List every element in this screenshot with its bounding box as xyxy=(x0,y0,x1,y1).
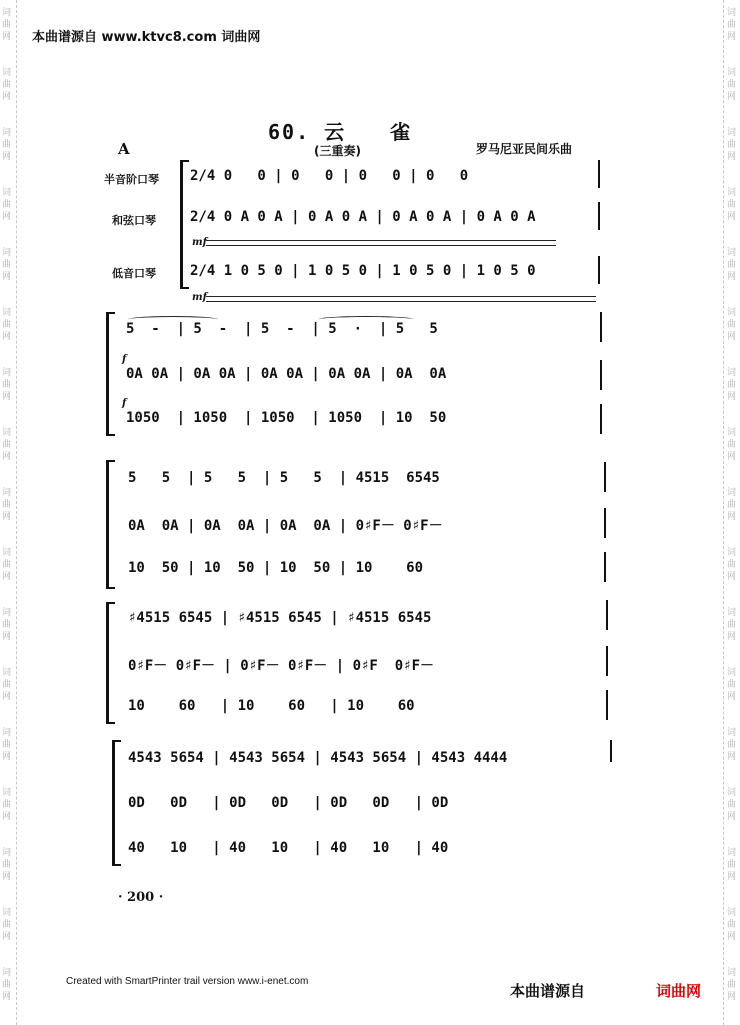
dynamic-mf-bass: mf xyxy=(192,292,207,303)
watermark-char: 词 xyxy=(727,968,737,978)
system-brace xyxy=(106,460,115,589)
dynamic-f-bass: f xyxy=(122,398,127,409)
watermark-char: 曲 xyxy=(727,920,737,930)
piece-title: 60. 云 雀 xyxy=(268,120,413,144)
watermark-char: 曲 xyxy=(2,980,12,990)
watermark-char: 曲 xyxy=(727,620,737,630)
barline xyxy=(600,312,602,342)
watermark-char: 曲 xyxy=(2,80,12,90)
watermark-char: 网 xyxy=(727,92,737,102)
watermark-char: 网 xyxy=(2,512,12,522)
watermark-char: 词 xyxy=(727,728,737,738)
watermark-char: 网 xyxy=(727,212,737,222)
barline xyxy=(600,360,602,390)
watermark-char: 词 xyxy=(727,8,737,18)
watermark-char: 曲 xyxy=(727,980,737,990)
watermark-char: 词 xyxy=(727,668,737,678)
system1-chromatic-row: 2/4 0 0 | 0 0 | 0 0 | 0 0 xyxy=(190,168,469,184)
watermark-char: 词 xyxy=(2,548,12,558)
system-brace xyxy=(106,312,115,436)
watermark-char: 网 xyxy=(2,392,12,402)
watermark-char: 网 xyxy=(2,992,12,1002)
system5-chromatic-row: 4543 5654 | 4543 5654 | 4543 5654 | 4543 4444 xyxy=(128,750,508,766)
watermark-char: 网 xyxy=(2,692,12,702)
watermark-char: 词 xyxy=(2,608,12,618)
watermark-char: 网 xyxy=(727,392,737,402)
barline xyxy=(606,646,608,676)
watermark-char: 网 xyxy=(727,632,737,642)
watermark-char: 网 xyxy=(2,32,12,42)
hairpin-line xyxy=(206,296,596,297)
watermark-char: 词 xyxy=(2,788,12,798)
instrument-label-chord: 和弦口琴 xyxy=(112,214,156,227)
system-brace xyxy=(112,740,121,866)
watermark-char: 曲 xyxy=(727,260,737,270)
watermark-char: 曲 xyxy=(727,680,737,690)
watermark-char: 网 xyxy=(2,752,12,762)
watermark-char: 曲 xyxy=(2,560,12,570)
watermark-char: 曲 xyxy=(2,440,12,450)
watermark-char: 词 xyxy=(2,128,12,138)
watermark-char: 词 xyxy=(2,68,12,78)
hairpin-line xyxy=(206,240,556,241)
barline xyxy=(598,256,600,284)
watermark-char: 曲 xyxy=(727,860,737,870)
watermark-char: 曲 xyxy=(727,740,737,750)
watermark-char: 网 xyxy=(727,992,737,1002)
watermark-char: 曲 xyxy=(727,320,737,330)
dynamic-mf-chord: mf xyxy=(192,237,207,248)
watermark-char: 曲 xyxy=(2,200,12,210)
watermark-char: 网 xyxy=(727,572,737,582)
watermark-char: 词 xyxy=(727,548,737,558)
footer-site-name: 词曲网 xyxy=(656,982,702,1000)
watermark-char: 曲 xyxy=(2,920,12,930)
system3-bass-row: 10 50 | 10 50 | 10 50 | 10 60 xyxy=(128,560,424,576)
right-watermark-strip xyxy=(723,0,740,1025)
watermark-char: 曲 xyxy=(2,380,12,390)
composer-credit: 罗马尼亚民间乐曲 xyxy=(476,142,573,156)
watermark-char: 网 xyxy=(727,332,737,342)
watermark-char: 词 xyxy=(2,908,12,918)
footer-credit: Created with SmartPrinter trail version www.i-enet.com xyxy=(66,976,309,987)
watermark-char: 词 xyxy=(2,368,12,378)
watermark-char: 词 xyxy=(2,968,12,978)
instrument-label-chromatic: 半音阶口琴 xyxy=(104,173,159,186)
watermark-char: 网 xyxy=(727,512,737,522)
watermark-char: 曲 xyxy=(2,140,12,150)
watermark-char: 词 xyxy=(2,668,12,678)
watermark-char: 网 xyxy=(2,572,12,582)
watermark-char: 曲 xyxy=(2,680,12,690)
watermark-char: 网 xyxy=(2,452,12,462)
system1-bass-row: 2/4 1 0 5 0 | 1 0 5 0 | 1 0 5 0 | 1 0 5 0 xyxy=(190,263,536,279)
system1-chord-row: 2/4 0 A 0 A | 0 A 0 A | 0 A 0 A | 0 A 0 A xyxy=(190,209,536,225)
system2-bass-row: 1050 | 1050 | 1050 | 1050 | 10 50 xyxy=(126,410,447,426)
watermark-char: 网 xyxy=(727,932,737,942)
watermark-char: 词 xyxy=(727,248,737,258)
barline xyxy=(604,462,606,492)
watermark-char: 词 xyxy=(2,488,12,498)
system4-chord-row: 0♯F－ 0♯F－ | 0♯F－ 0♯F－ | 0♯F 0♯F－ xyxy=(128,658,435,674)
barline xyxy=(604,552,606,582)
watermark-char: 词 xyxy=(2,248,12,258)
system5-chord-row: 0D 0D | 0D 0D | 0D 0D | 0D xyxy=(128,795,449,811)
barline xyxy=(604,508,606,538)
hairpin-line xyxy=(206,301,596,302)
watermark-char: 网 xyxy=(2,812,12,822)
watermark-char: 词 xyxy=(727,848,737,858)
watermark-char: 网 xyxy=(727,152,737,162)
watermark-char: 词 xyxy=(727,308,737,318)
watermark-char: 网 xyxy=(727,32,737,42)
watermark-char: 曲 xyxy=(727,560,737,570)
dynamic-f-chord: f xyxy=(122,354,127,365)
watermark-char: 网 xyxy=(2,872,12,882)
source-header: 本曲谱源自 www.ktvc8.com 词曲网 xyxy=(32,30,261,45)
watermark-char: 曲 xyxy=(727,440,737,450)
system3-chord-row: 0A 0A | 0A 0A | 0A 0A | 0♯F－ 0♯F－ xyxy=(128,518,443,534)
watermark-char: 网 xyxy=(727,812,737,822)
watermark-char: 曲 xyxy=(2,740,12,750)
system2-chord-row: 0A 0A | 0A 0A | 0A 0A | 0A 0A | 0A 0A xyxy=(126,366,447,382)
barline xyxy=(606,690,608,720)
system2-chromatic-row: 5 - | 5 - | 5 - | 5 · | 5 5 xyxy=(126,321,438,337)
watermark-char: 曲 xyxy=(727,20,737,30)
watermark-char: 曲 xyxy=(2,20,12,30)
section-label: A xyxy=(118,140,130,158)
watermark-char: 词 xyxy=(727,488,737,498)
system4-chromatic-row: ♯4515 6545 | ♯4515 6545 | ♯4515 6545 xyxy=(128,610,432,626)
watermark-char: 曲 xyxy=(727,140,737,150)
watermark-char: 词 xyxy=(2,8,12,18)
watermark-char: 曲 xyxy=(2,860,12,870)
watermark-char: 词 xyxy=(727,368,737,378)
watermark-char: 曲 xyxy=(727,500,737,510)
watermark-char: 网 xyxy=(727,692,737,702)
watermark-char: 曲 xyxy=(2,260,12,270)
watermark-char: 曲 xyxy=(727,380,737,390)
watermark-char: 曲 xyxy=(727,200,737,210)
page-number: · 200 · xyxy=(118,890,164,905)
watermark-char: 网 xyxy=(2,332,12,342)
watermark-char: 网 xyxy=(727,272,737,282)
watermark-char: 网 xyxy=(2,632,12,642)
system-brace xyxy=(180,160,189,289)
watermark-char: 曲 xyxy=(2,320,12,330)
watermark-char: 词 xyxy=(727,908,737,918)
watermark-char: 网 xyxy=(2,92,12,102)
barline xyxy=(598,160,600,188)
hairpin-line xyxy=(206,245,556,246)
watermark-char: 词 xyxy=(2,848,12,858)
watermark-char: 网 xyxy=(2,932,12,942)
watermark-char: 曲 xyxy=(2,500,12,510)
barline xyxy=(610,740,612,762)
watermark-char: 词 xyxy=(727,128,737,138)
watermark-char: 词 xyxy=(727,428,737,438)
watermark-char: 词 xyxy=(2,728,12,738)
watermark-char: 词 xyxy=(727,188,737,198)
system-brace xyxy=(106,602,115,724)
watermark-char: 词 xyxy=(727,788,737,798)
watermark-char: 网 xyxy=(727,452,737,462)
watermark-char: 曲 xyxy=(2,800,12,810)
piece-subtitle: (三重奏) xyxy=(314,144,361,158)
system3-chromatic-row: 5 5 | 5 5 | 5 5 | 4515 6545 xyxy=(128,470,440,486)
watermark-char: 词 xyxy=(727,68,737,78)
watermark-char: 网 xyxy=(2,152,12,162)
watermark-char: 词 xyxy=(2,188,12,198)
barline xyxy=(598,202,600,230)
watermark-char: 词 xyxy=(2,308,12,318)
left-watermark-strip xyxy=(0,0,17,1025)
watermark-char: 词 xyxy=(2,428,12,438)
watermark-char: 网 xyxy=(2,212,12,222)
watermark-char: 网 xyxy=(2,272,12,282)
system4-bass-row: 10 60 | 10 60 | 10 60 xyxy=(128,698,415,714)
watermark-char: 网 xyxy=(727,752,737,762)
barline xyxy=(600,404,602,434)
watermark-char: 网 xyxy=(727,872,737,882)
barline xyxy=(606,600,608,630)
watermark-char: 曲 xyxy=(727,80,737,90)
system5-bass-row: 40 10 | 40 10 | 40 10 | 40 xyxy=(128,840,449,856)
watermark-char: 曲 xyxy=(2,620,12,630)
watermark-char: 词 xyxy=(727,608,737,618)
watermark-char: 曲 xyxy=(727,800,737,810)
instrument-label-bass: 低音口琴 xyxy=(112,267,156,280)
footer-source-label: 本曲谱源自 xyxy=(510,982,586,1000)
